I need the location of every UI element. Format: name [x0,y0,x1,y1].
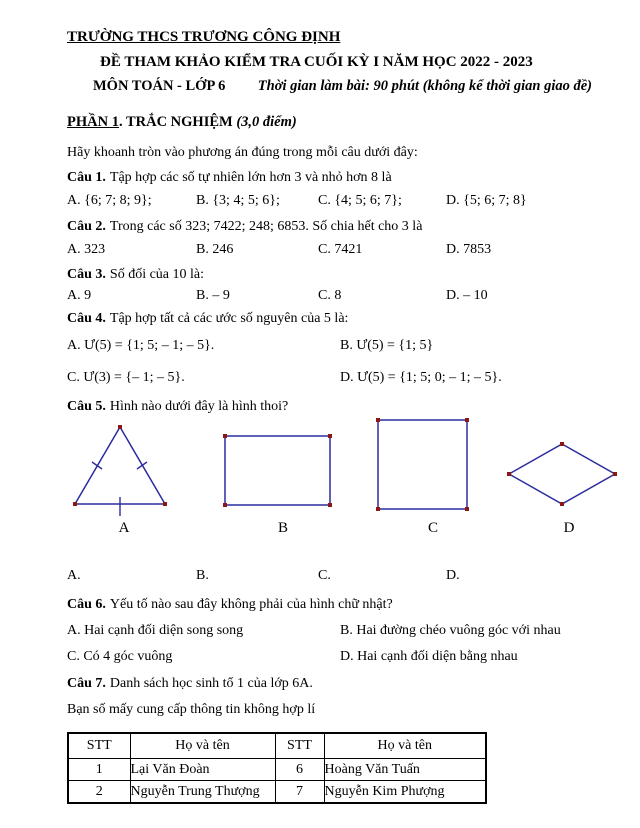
student-list-table [67,732,487,804]
row1-name-2: Hoàng Văn Tuấn [324,758,486,780]
figure-label-b: B [277,519,288,536]
col-header-name-2: Họ và tên [324,733,486,759]
question-2-options [67,239,592,260]
square-shape [375,417,471,513]
col-header-name-1: Họ và tên [130,733,275,759]
q2-option-d: D. 7853 [446,241,492,257]
q3-option-d: D. – 10 [446,287,488,303]
question-2-text: Trong các số 323; 7422; 248; 6853. Số chia hết cho 3 là [109,218,423,234]
q5-answer-c: C. [318,567,331,583]
question-2 [67,216,592,237]
question-7-text: Danh sách học sinh tổ 1 của lớp 6A. [109,675,313,691]
row1-stt-2: 6 [275,758,324,780]
q5-answer-b: B. [196,567,209,583]
table-row [68,758,486,780]
q2-option-b: B. 246 [196,241,234,257]
question-3-label: Câu 3. [67,266,106,282]
rhombus-shape [505,441,619,507]
part1-heading-number: PHẦN 1 [67,113,119,130]
triangle-shape [71,423,171,517]
question-5-answers [67,565,592,586]
figure-label-d: D [563,519,575,536]
question-6-text: Yếu tố nào sau đây không phải của hình chữ nhật? [109,596,393,612]
q1-option-c: C. {4; 5; 6; 7}; [318,192,402,208]
question-6-options-row2 [67,646,592,667]
question-2-label: Câu 2. [67,218,106,234]
part1-heading [67,112,592,134]
q1-option-d: D. {5; 6; 7; 8} [446,192,527,208]
q4-option-c: C. Ư(3) = {– 1; – 5}. [67,369,185,385]
figure-label-a: A [118,519,130,536]
q5-answer-a: A. [67,567,81,583]
q4-option-d: D. Ư(5) = {1; 5; 0; – 1; – 5}. [340,369,502,385]
q4-option-a: A. Ư(5) = {1; 5; – 1; – 5}. [67,337,215,353]
question-4-text: Tập hợp tất cả các ước số nguyên của 5 là: [109,310,349,326]
q3-option-b: B. – 9 [196,287,230,303]
q6-option-a: A. Hai cạnh đối diện song song [67,622,244,638]
exam-subtitle-row [93,76,592,98]
school-name: TRƯỜNG THCS TRƯƠNG CÔNG ĐỊNH [67,29,341,45]
question-5-label: Câu 5. [67,398,106,414]
q2-option-c: C. 7421 [318,241,363,257]
col-header-stt-2: STT [275,733,324,759]
table-header-row [68,733,486,759]
question-5 [67,396,592,417]
row1-stt-1: 1 [68,758,130,780]
question-7-label: Câu 7. [67,675,106,691]
q3-option-a: A. 9 [67,287,92,303]
question-5-text: Hình nào dưới đây là hình thoi? [109,398,289,414]
question-1-text: Tập hợp các số tự nhiên lớn hơn 3 và nhỏ hơn 8 là [109,169,392,185]
row2-name-2: Nguyễn Kim Phượng [324,780,486,803]
row1-name-1: Lại Văn Đoàn [130,758,275,780]
question-7-note: Bạn số mấy cung cấp thông tin không hợp lí [67,701,316,717]
question-1-label: Câu 1. [67,169,106,185]
question-6-options-row1 [67,620,592,641]
subject-name: MÔN TOÁN - LỚP 6 [93,78,226,94]
question-1 [67,167,592,188]
question-5-figures [67,417,592,517]
exam-duration: Thời gian làm bài: 90 phút (không kể thời gian giao đề) [257,78,592,94]
part1-heading-points: (3,0 điểm) [236,113,297,130]
rectangle-shape [222,433,334,510]
question-3-text: Số đối của 10 là: [109,266,205,282]
q4-option-b: B. Ư(5) = {1; 5} [340,337,434,353]
question-4-options-row1 [67,335,592,356]
question-4-options-row2 [67,367,592,388]
q3-option-c: C. 8 [318,287,342,303]
question-3 [67,264,592,285]
question-3-options [67,285,592,306]
table-row [68,780,486,803]
row2-stt-1: 2 [68,780,130,803]
figure-label-c: C [427,519,438,536]
q5-answer-d: D. [446,567,460,583]
question-4 [67,308,592,329]
q6-option-c: C. Có 4 góc vuông [67,648,173,664]
question-1-options [67,190,592,211]
instruction-text: Hãy khoanh tròn vào phương án đúng trong mỗi câu dưới đây: [67,144,418,160]
question-6 [67,594,592,615]
question-6-label: Câu 6. [67,596,106,612]
q6-option-d: D. Hai cạnh đối diện bằng nhau [340,648,518,664]
q1-option-b: B. {3; 4; 5; 6}; [196,192,280,208]
q2-option-a: A. 323 [67,241,106,257]
row2-name-1: Nguyễn Trung Thượng [130,780,275,803]
q1-option-a: A. {6; 7; 8; 9}; [67,192,152,208]
exam-title: ĐỀ THAM KHẢO KIỂM TRA CUỐI KỲ I NĂM HỌC 2022 - 2023 [100,53,533,70]
question-7 [67,673,592,694]
figure-labels [67,517,592,539]
part1-heading-name: . TRẮC NGHIỆM [118,113,237,130]
col-header-stt-1: STT [68,733,130,759]
row2-stt-2: 7 [275,780,324,803]
question-4-label: Câu 4. [67,310,106,326]
q6-option-b: B. Hai đường chéo vuông góc với nhau [340,622,561,638]
